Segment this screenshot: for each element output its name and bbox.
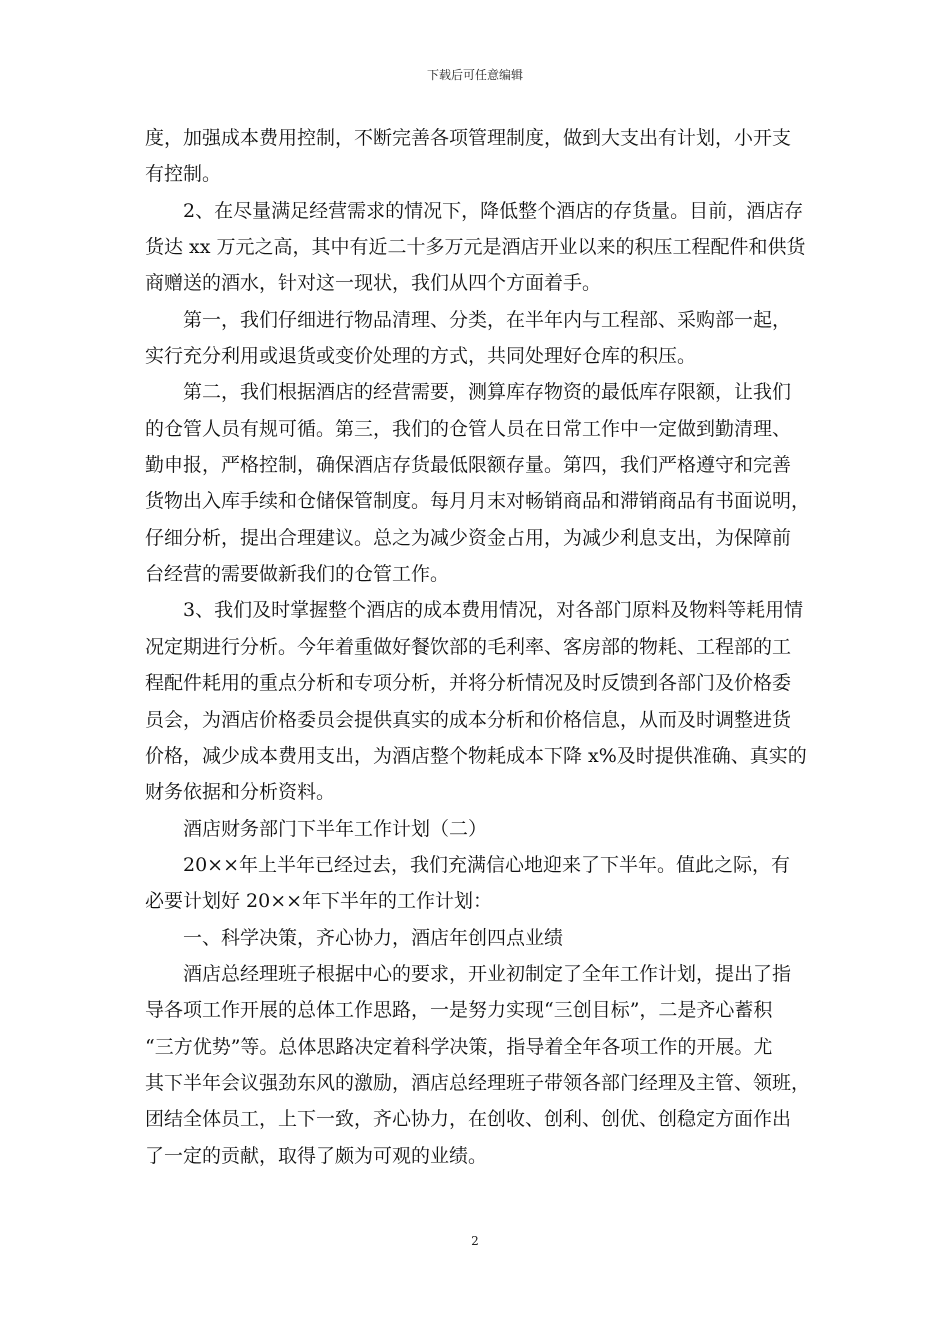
text-line: 有控制。 (145, 163, 222, 186)
text-line: 勤申报，严格控制，确保酒店存货最低限额存量。第四，我们严格遵守和完善 (145, 454, 792, 477)
text-line: 必要计划好 20××年下半年的工作计划： (145, 890, 493, 913)
text-line: 货达 xx 万元之高，其中有近二十多万元是酒店开业以来的积压工程配件和供货 (145, 236, 806, 259)
page-header: 下载后可任意编辑 (426, 68, 523, 82)
text-line: “三方优势”等。总体思路决定着科学决策，指导着全年各项工作的开展。尤 (145, 1035, 773, 1058)
text-line: 价格，减少成本费用支出，为酒店整个物耗成本下降 x%及时提供准确、真实的 (145, 744, 807, 767)
text-line: 20××年上半年已经过去，我们充满信心地迎来了下半年。值此之际，有 (145, 853, 791, 876)
text-line: 了一定的贡献，取得了颇为可观的业绩。 (145, 1144, 488, 1167)
text-line: 员会，为酒店价格委员会提供真实的成本分析和价格信息，从而及时调整进货 (145, 708, 792, 731)
section-title: 酒店财务部门下半年工作计划（二） (145, 817, 488, 840)
text-line: 实行充分利用或退货或变价处理的方式，共同处理好仓库的积压。 (145, 345, 697, 368)
page-number: 2 (471, 1234, 479, 1248)
text-line: 其下半年会议强劲东风的激励，酒店总经理班子带领各部门经理及主管、领班， (145, 1071, 811, 1094)
subsection-heading: 一、科学决策，齐心协力，酒店年创四点业绩 (145, 926, 564, 949)
text-line: 度，加强成本费用控制，不断完善各项管理制度，做到大支出有计划，小开支 (145, 127, 792, 149)
text-line: 酒店总经理班子根据中心的要求，开业初制定了全年工作计划，提出了指 (145, 962, 792, 985)
text-line: 况定期进行分析。今年着重做好餐饮部的毛利率、客房部的物耗、工程部的工 (145, 635, 792, 658)
text-line: 财务依据和分析资料。 (145, 781, 336, 804)
text-line: 第二，我们根据酒店的经营需要，测算库存物资的最低库存限额，让我们 (145, 381, 792, 404)
text-line: 的仓管人员有规可循。第三，我们的仓管人员在日常工作中一定做到勤清理、 (145, 417, 792, 440)
text-line: 程配件耗用的重点分析和专项分析，并将分析情况及时反馈到各部门及价格委 (145, 672, 792, 695)
document-body (145, 120, 813, 1174)
text-line: 仔细分析，提出合理建议。总之为减少资金占用，为减少利息支出，为保障前 (145, 526, 792, 549)
text-line: 第一，我们仔细进行物品清理、分类，在半年内与工程部、采购部一起， (145, 308, 792, 331)
text-line: 货物出入库手续和仓储保管制度。每月月末对畅销商品和滞销商品有书面说明， (145, 490, 811, 513)
text-line: 2、在尽量满足经营需求的情况下，降低整个酒店的存货量。目前，酒店存 (145, 199, 804, 222)
text-line: 团结全体员工，上下一致，齐心协力，在创收、创利、创优、创稳定方面作出 (145, 1108, 792, 1131)
text-line: 商赠送的酒水，针对这一现状，我们从四个方面着手。 (145, 272, 602, 295)
text-line: 台经营的需要做新我们的仓管工作。 (145, 563, 450, 586)
text-line: 3、我们及时掌握整个酒店的成本费用情况，对各部门原料及物料等耗用情 (145, 599, 804, 622)
text-line: 导各项工作开展的总体工作思路，一是努力实现“三创目标”，二是齐心蓄积 (145, 999, 773, 1022)
